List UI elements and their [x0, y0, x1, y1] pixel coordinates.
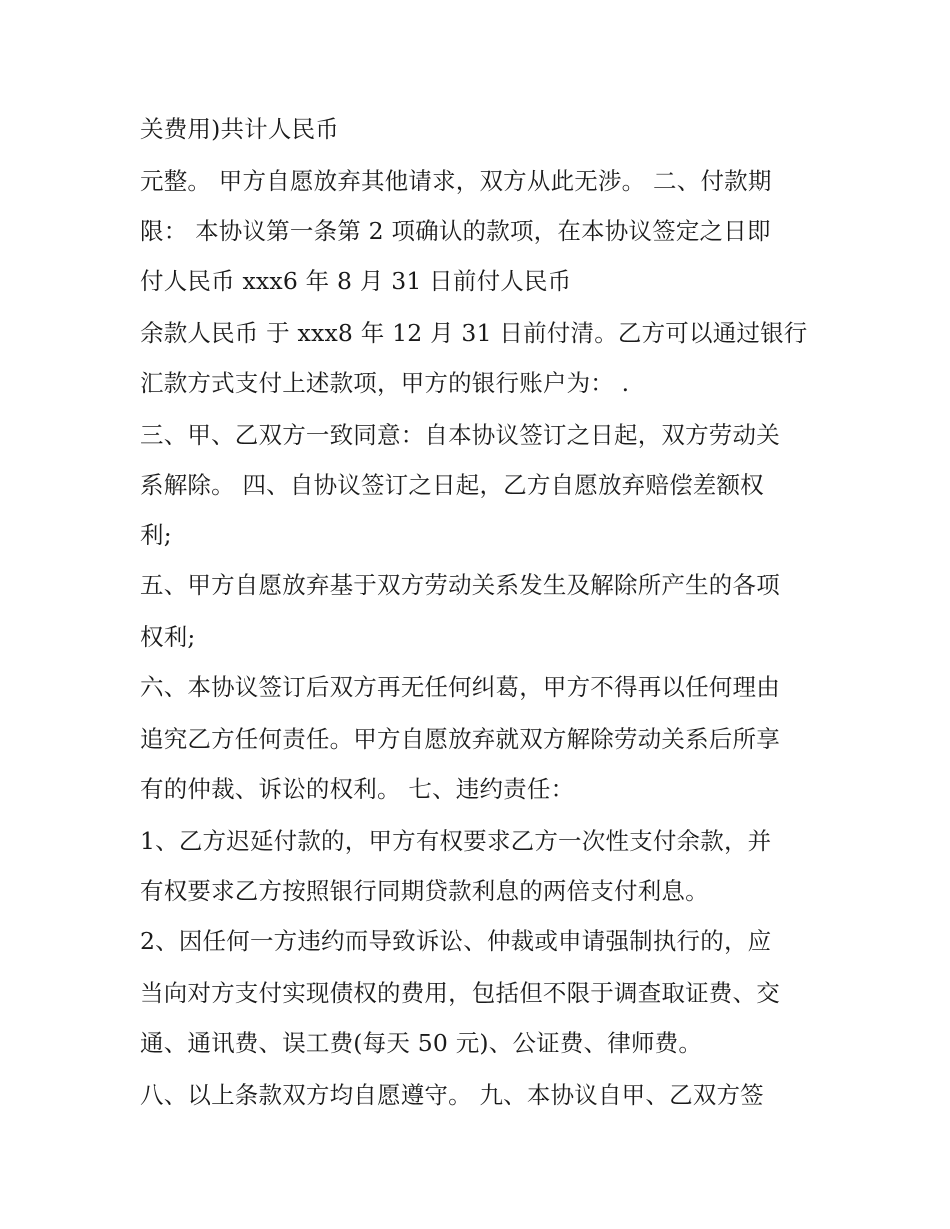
text-line: 元整。 甲方自愿放弃其他请求，双方从此无涉。 二、付款期 — [140, 167, 772, 195]
text-line: 八、以上条款双方均自愿遵守。 九、本协议自甲、乙双方签 — [140, 1081, 764, 1109]
text-line: 六、本协议签订后双方再无任何纠葛，甲方不得再以任何理由 — [140, 673, 780, 701]
text-line: 利; — [140, 521, 172, 549]
text-line: 系解除。 四、自协议签订之日起，乙方自愿放弃赔偿差额权 — [140, 471, 764, 499]
text-line: 三、甲、乙双方一致同意：自本协议签订之日起，双方劳动关 — [140, 421, 780, 449]
text-line: 付人民币 xxx6 年 8 月 31 日前付人民币 — [140, 267, 572, 295]
text-line: 1、乙方迟延付款的，甲方有权要求乙方一次性支付余款，并 — [140, 827, 772, 855]
text-line: 五、甲方自愿放弃基于双方劳动关系发生及解除所产生的各项 — [140, 571, 780, 599]
text-line: 当向对方支付实现债权的费用，包括但不限于调查取证费、交 — [140, 979, 780, 1007]
text-line: 追究乙方任何责任。甲方自愿放弃就双方解除劳动关系后所享 — [140, 725, 780, 753]
text-line: 通、通讯费、误工费(每天 50 元)、公证费、律师费。 — [140, 1029, 703, 1057]
text-line: 余款人民币 于 xxx8 年 12 月 31 日前付清。乙方可以通过银行 — [140, 319, 808, 347]
text-line: 限： 本协议第一条第 2 项确认的款项，在本协议签定之日即 — [140, 217, 771, 245]
text-line: 有的仲裁、诉讼的权利。 七、违约责任： — [140, 775, 575, 803]
text-line: 关费用)共计人民币 — [140, 115, 339, 143]
text-line: 汇款方式支付上述款项，甲方的银行账户为： . — [140, 369, 630, 397]
text-line: 有权要求乙方按照银行同期贷款利息的两倍支付利息。 — [140, 877, 709, 905]
text-line: 2、因任何一方违约而导致诉讼、仲裁或申请强制执行的，应 — [140, 927, 772, 955]
text-line: 权利; — [140, 623, 196, 651]
